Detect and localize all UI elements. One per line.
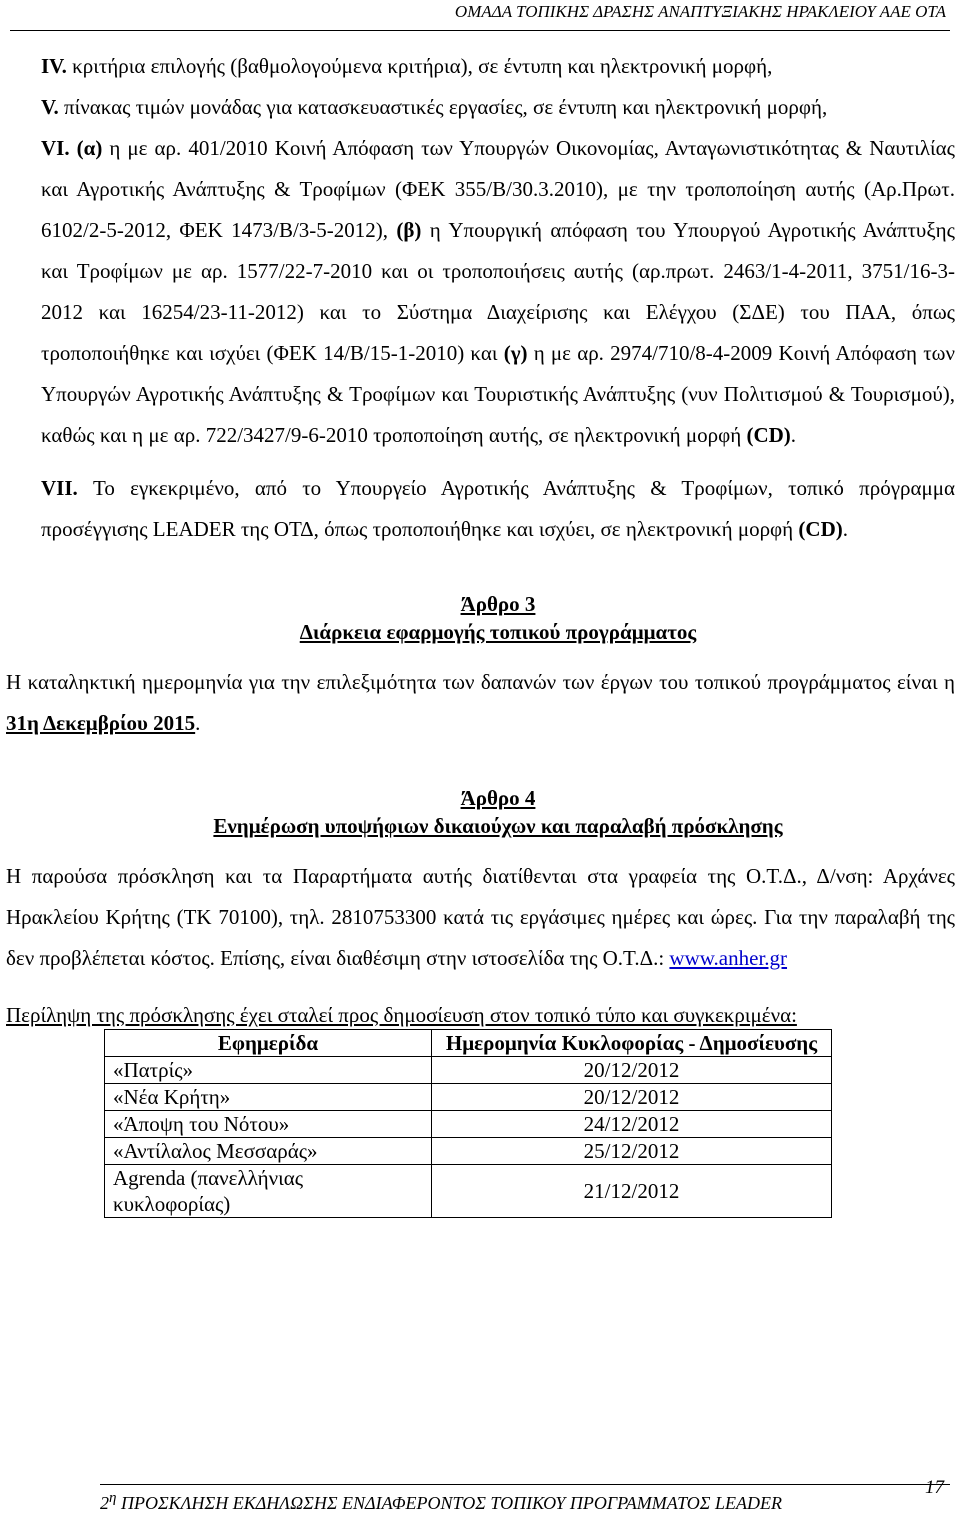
item-iv xyxy=(41,46,955,87)
item-vi-number: VI. (α) xyxy=(41,136,103,160)
content xyxy=(6,46,956,1218)
table-row xyxy=(105,1138,832,1165)
article-3-text: Η καταληκτική ημερομηνία για την επιλεξιμότητα των δαπανών των έργων του τοπικού προγράμματος είναι η xyxy=(6,670,955,694)
table-header-row xyxy=(105,1030,832,1057)
item-vi-cd: (CD) xyxy=(746,423,791,447)
date-cell: 24/12/2012 xyxy=(432,1111,832,1138)
item-vi-text-2: η Υπουργική απόφαση του Υπουργού Αγροτικής Ανάπτυξης και Τροφίμων με αρ. 1577/22-7-2010 και οι τροποποιήσεις αυτής (αρ.πρωτ. 2463/1-4-2011, 3751/16-3-2012 και 16254/23-11-2012) και το Σύστημα Διαχείρισης και Ελέγχου (ΣΔΕ) του ΠΑΑ, όπως τροποποιήθηκε και ισχύει (ΦΕΚ 14/Β/15-1-2010) και xyxy=(41,218,955,365)
item-vi-text-1: η με αρ. 401/2010 Κοινή Απόφαση των Υπουργών Οικονομίας, Ανταγωνιστικότητας & Ναυτιλίας και Αγροτικής Ανάπτυξης & Τροφίμων (ΦΕΚ 355/Β/30.3.2010), με την τροποποίηση αυτής (Αρ.Πρωτ. 6102/2-5-2012, ΦΕΚ 1473/Β/3-5-2012), xyxy=(41,136,955,242)
footer-sup: η xyxy=(109,1490,117,1506)
newspaper-cell: «Άποψη του Νότου» xyxy=(105,1111,432,1138)
newspaper-cell: «Αντίλαλος Μεσσαράς» xyxy=(105,1138,432,1165)
item-vii-cd: (CD) xyxy=(798,517,843,541)
page-number: 17 xyxy=(925,1477,944,1498)
newspaper-cell: Agrenda (πανελλήνιας κυκλοφορίας) xyxy=(105,1165,432,1218)
table-row xyxy=(105,1084,832,1111)
article-4-heading xyxy=(41,784,955,840)
table-header-newspaper: Εφημερίδα xyxy=(105,1030,432,1057)
item-vii-end: . xyxy=(842,517,848,541)
newspaper-table xyxy=(104,1029,832,1218)
date-cell: 25/12/2012 xyxy=(432,1138,832,1165)
footer-number: 2 xyxy=(100,1493,109,1513)
item-vi-end: . xyxy=(790,423,797,447)
item-vi-b: (β) xyxy=(396,218,422,242)
date-cell: 21/12/2012 xyxy=(432,1165,832,1218)
date-cell: 20/12/2012 xyxy=(432,1084,832,1111)
article-3-end: . xyxy=(195,711,201,735)
header-text: ΟΜΑΔΑ ΤΟΠΙΚΗΣ ΔΡΑΣΗΣ ΑΝΑΠΤΥΞΙΑΚΗΣ ΗΡΑΚΛΕΙΟΥ ΑΑΕ ΟΤΑ xyxy=(454,2,946,21)
item-vi-text-3: η με αρ. 2974/710/8-4-2009 Κοινή Απόφαση των Υπουργών Αγροτικής Ανάπτυξης & Τροφίμων και Τουριστικής Ανάπτυξης (νυν Πολιτισμού & Τουρισμού), καθώς και η με αρ. 722/3427/9-6-2010 τροποποίηση αυτής, σε ηλεκτρονική μορφή xyxy=(41,341,956,447)
table-row xyxy=(105,1111,832,1138)
item-v-text: πίνακας τιμών μονάδας για κατασκευαστικές εργασίες, σε έντυπη και ηλεκτρονική μορφή, xyxy=(58,95,828,119)
item-vi xyxy=(41,128,955,456)
article-4-subtitle: Ενημέρωση υποψήφιων δικαιούχων και παραλαβή πρόσκλησης xyxy=(213,814,783,838)
date-cell: 20/12/2012 xyxy=(432,1057,832,1084)
article-4-text: Η παρούσα πρόσκληση και τα Παραρτήματα αυτής διατίθενται στα γραφεία της Ο.Τ.Δ., Δ/νση: Αρχάνες Ηρακλείου Κρήτης (ΤΚ 70100), τηλ. 2810753300 κατά τις εργάσιμες ημέρες και ώρες. Για την παραλαβή της δεν προβλέπεται κόστος. Επίσης, είναι διαθέσιμη στην ιστοσελίδα της Ο.Τ.Δ.: xyxy=(6,864,955,970)
item-vii-number: VII. xyxy=(41,476,78,500)
article-3-heading xyxy=(41,590,955,646)
item-v-number: V. xyxy=(41,95,59,119)
item-iv-number: IV. xyxy=(41,54,67,78)
item-vii-text: Το εγκεκριμένο, από το Υπουργείο Αγροτικής Ανάπτυξης & Τροφίμων, τοπικό πρόγραμμα προσέγγισης LEADER της ΟΤΔ, όπως τροποποιήθηκε και ισχύει, σε ηλεκτρονική μορφή xyxy=(41,476,955,541)
article-3-title: Άρθρο 3 xyxy=(460,592,536,616)
website-link[interactable]: www.anher.gr xyxy=(669,946,788,970)
article-3-subtitle: Διάρκεια εφαρμογής τοπικού προγράμματος xyxy=(299,620,697,644)
article-4-body xyxy=(6,856,955,979)
table-row xyxy=(105,1165,832,1218)
newspaper-cell: «Πατρίς» xyxy=(105,1057,432,1084)
footer-text: ΠΡΟΣΚΛΗΣΗ ΕΚΔΗΛΩΣΗΣ ΕΝΔΙΑΦΕΡΟΝΤΟΣ ΤΟΠΙΚΟΥ ΠΡΟΓΡΑΜΜΑΤΟΣ LEADER xyxy=(116,1493,782,1513)
article-3-body xyxy=(6,662,955,744)
article-3-date: 31η Δεκεμβρίου 2015 xyxy=(6,711,196,735)
newspaper-cell: «Νέα Κρήτη» xyxy=(105,1084,432,1111)
page-header xyxy=(10,0,950,31)
article-4-title: Άρθρο 4 xyxy=(460,786,536,810)
item-v xyxy=(41,87,955,128)
item-vii xyxy=(41,468,955,550)
summary-text: Περίληψη της πρόσκλησης έχει σταλεί προς δημοσίευση στον τοπικό τύπο και συγκεκριμένα: xyxy=(6,1003,797,1027)
table-header-date: Ημερομηνία Κυκλοφορίας - Δημοσίευσης xyxy=(432,1030,832,1057)
item-vi-g: (γ) xyxy=(503,341,528,365)
item-iv-text: κριτήρια επιλογής (βαθμολογούμενα κριτήρια), σε έντυπη και ηλεκτρονική μορφή, xyxy=(66,54,773,78)
table-row xyxy=(105,1057,832,1084)
page-footer xyxy=(100,1477,950,1513)
